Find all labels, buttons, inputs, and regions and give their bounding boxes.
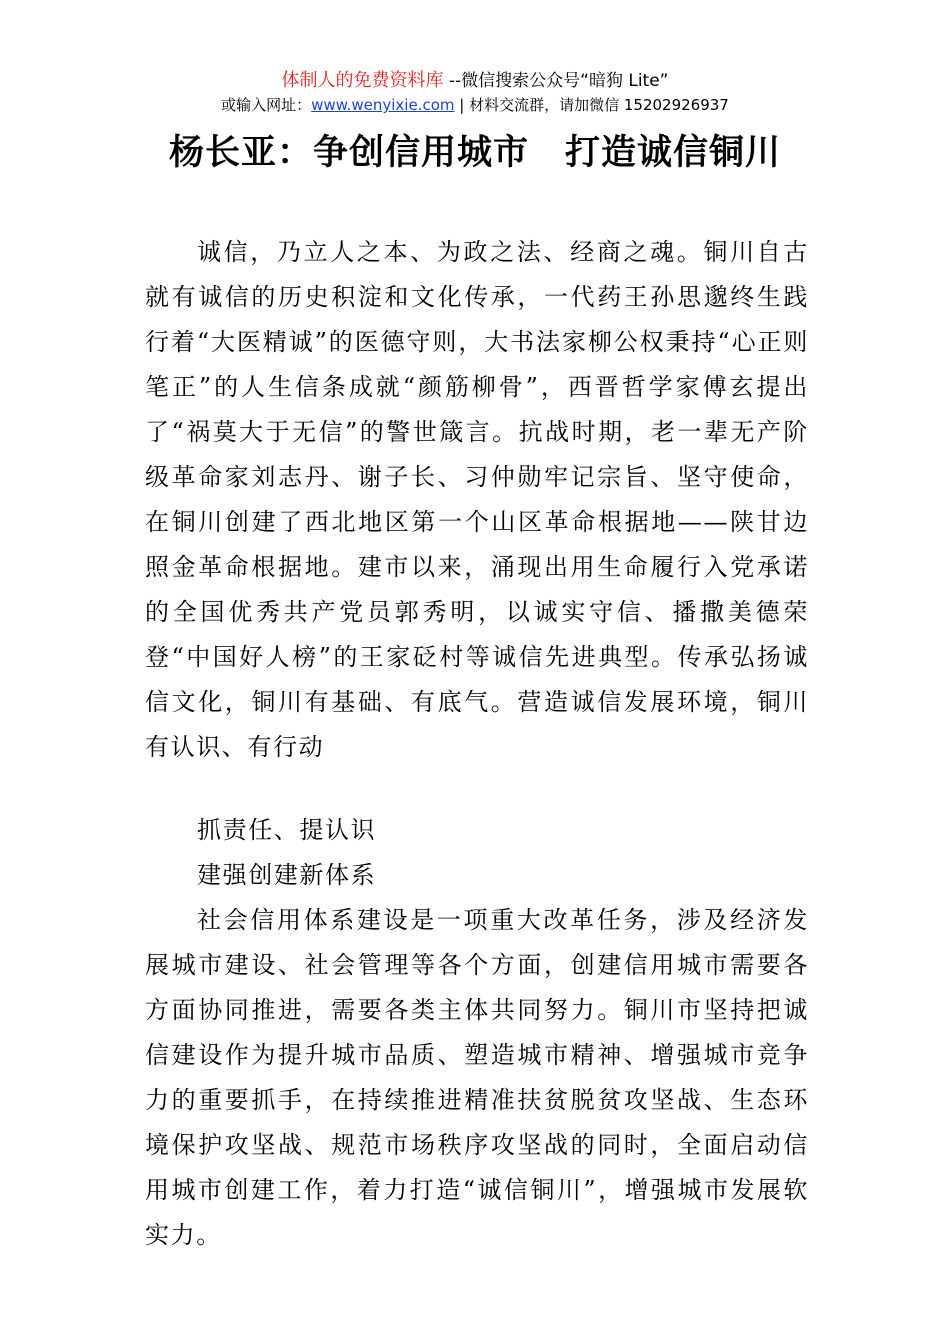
header-url-prefix: 或输入网址：	[221, 96, 312, 114]
header-contact: 材料交流群，请加微信 15202926937	[469, 96, 729, 114]
article-paragraph-1: 诚信，乃立人之本、为政之法、经商之魂。铜川自古就有诚信的历史积淀和文化传承，一代药王孙思邈终生践行着“大医精诚”的医德守则，大书法家柳公权秉持“心正则笔正”的人生信条成就“颜筋柳骨”，西晋哲学家傅玄提出了“祸莫大于无信”的警世箴言。抗战时期，老一辈无产阶级革命家刘志丹、谢子长、习仲勋牢记宗旨、坚守使命，在铜川创建了西北地区第一个山区革命根据地——陕甘边照金革命根据地。建市以来，涌现出用生命履行入党承诺的全国优秀共产党员郭秀明，以诚实守信、播撒美德荣登“中国好人榜”的王家砭村等诚信先进典型。传承弘扬诚信文化，铜川有基础、有底气。营造诚信发展环境，铜川有认识、有行动	[145, 238, 809, 761]
section-heading-line-2: 建强创建新体系	[197, 861, 377, 889]
header-promo-line	[0, 70, 950, 92]
header-separator: |	[454, 96, 470, 114]
header-url-link[interactable]: www.wenyixie.com	[311, 96, 455, 114]
header-contact-line	[0, 94, 950, 116]
header-brand: 体制人的免费资料库	[281, 70, 444, 91]
header-wechat-text: --微信搜索公众号“暗狗 Lite”	[443, 71, 669, 91]
section-heading-line-1: 抓责任、提认识	[197, 816, 377, 844]
article-title: 杨长亚：争创信用城市 打造诚信铜川	[168, 132, 781, 173]
article-paragraph-2: 社会信用体系建设是一项重大改革任务，涉及经济发展城市建设、社会管理等各个方面，创建信用城市需要各方面协同推进，需要各类主体共同努力。铜川市坚持把诚信建设作为提升城市品质、塑造城市精神、增强城市竞争力的重要抓手，在持续推进精准扶贫脱贫攻坚战、生态环境保护攻坚战、规范市场秩序攻坚战的同时，全面启动信用城市创建工作，着力打造“诚信铜川”，增强城市发展软实力。	[145, 906, 809, 1249]
